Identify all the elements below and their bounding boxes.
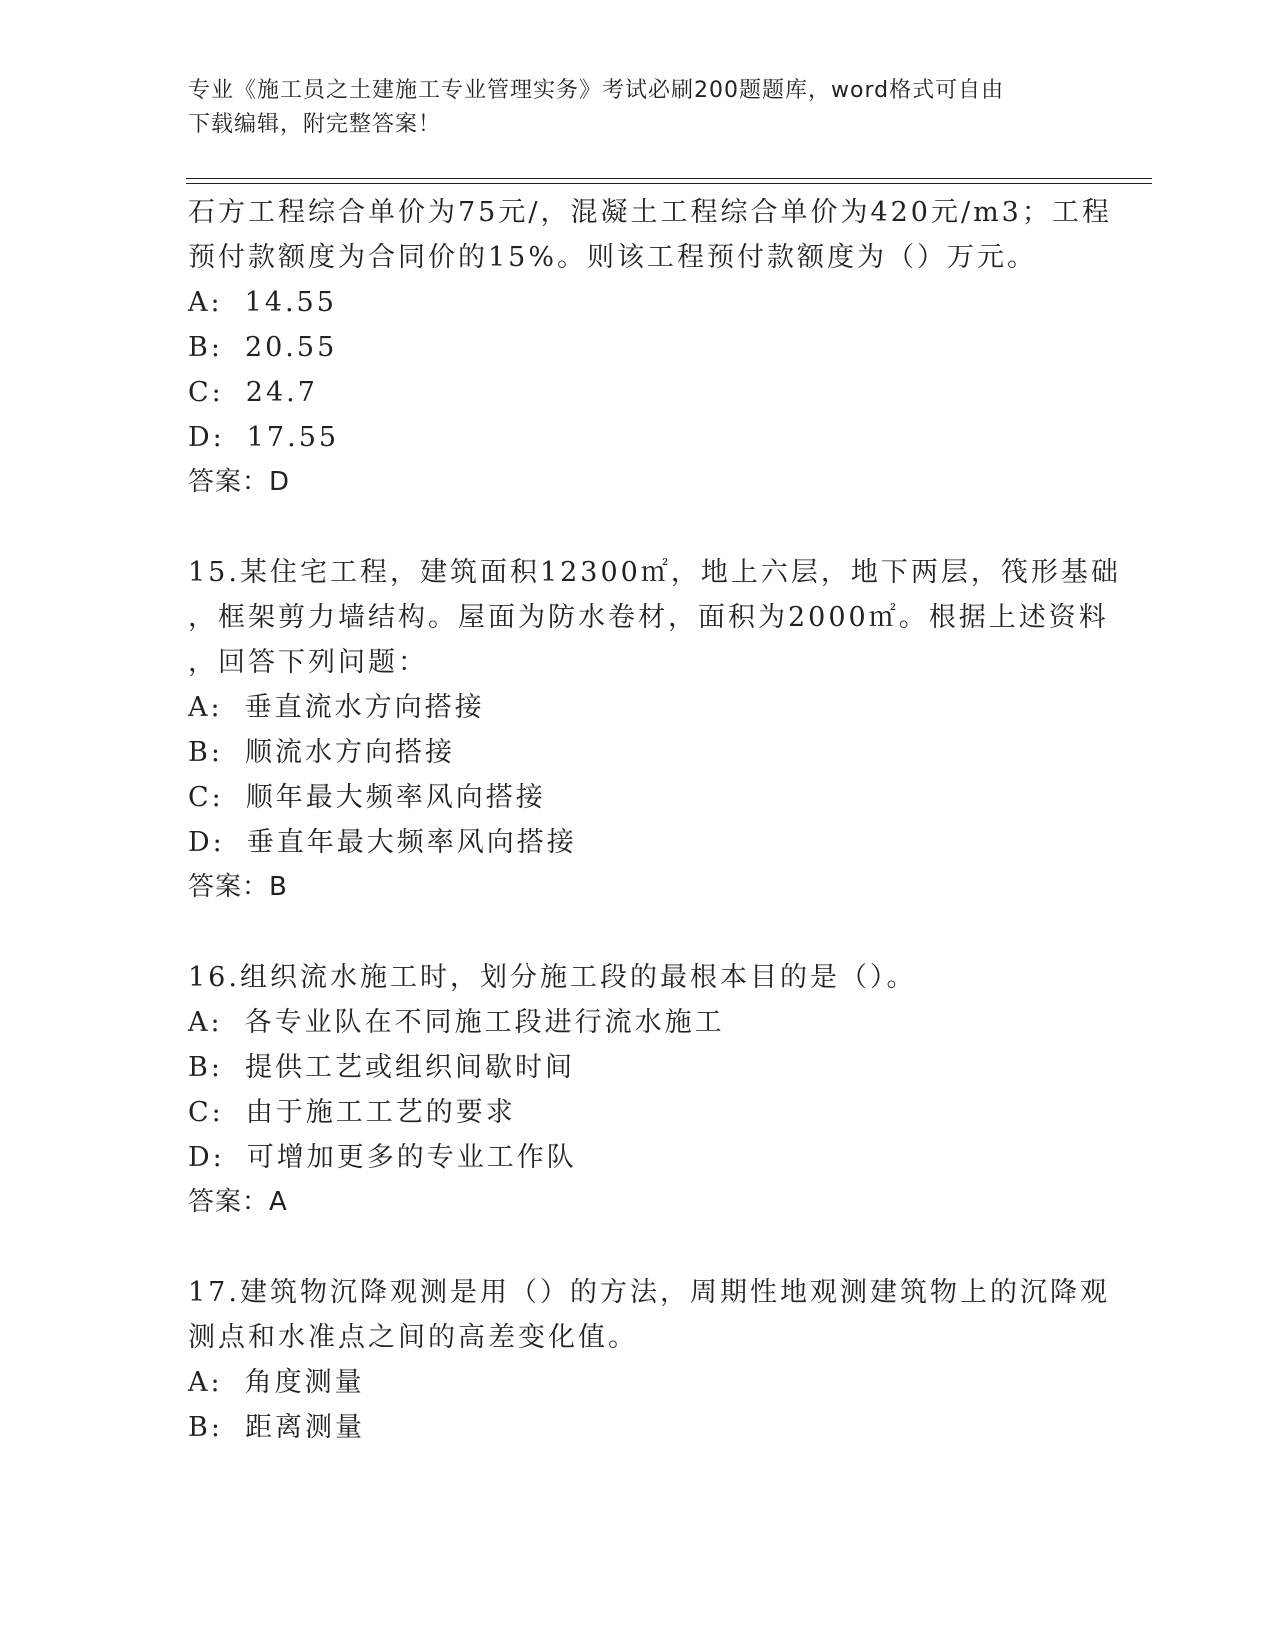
option-text: 垂直年最大频率风向搭接 [246,827,577,858]
option-text: 可增加更多的专业工作队 [246,1142,577,1173]
question-text-line: 16.组织流水施工时，划分施工段的最根本目的是（）。 [188,962,917,993]
question-17 [188,1270,1110,1450]
option-b [188,325,1088,370]
answer-line: 答案：A [188,1187,288,1217]
option-text: 距离测量 [244,1412,365,1443]
question-15 [188,550,1121,910]
option-text: 顺流水方向搭接 [244,737,455,768]
question-text-line: ，回答下列问题： [188,647,428,678]
question-text-line: 15.某住宅工程，建筑面积12300㎡，地上六层，地下两层，筏形基础 [188,557,1121,588]
answer-line: 答案：D [188,467,291,497]
option-a [188,685,1088,730]
answer-line: 答案：B [188,872,288,902]
option-key: C: [188,377,224,408]
spacer [188,910,1088,955]
question-text-line: 测点和水准点之间的高差变化值。 [188,1322,638,1353]
question-text-line: 石方工程综合单价为75元/，混凝土工程综合单价为420元/m3；工程 [188,197,1112,228]
header-divider-top [186,178,1152,179]
option-key: D: [188,827,225,858]
question-text-line: 17.建筑物沉降观测是用（）的方法，周期性地观测建筑物上的沉降观 [188,1277,1110,1308]
option-key: B: [188,737,223,768]
option-text: 由于施工工艺的要求 [245,1097,516,1128]
header-line-1: 专业《施工员之土建施工专业管理实务》考试必刷200题题库，word格式可自由 [188,78,1005,103]
question-text-line: ，框架剪力墙结构。屋面为防水卷材，面积为2000㎡。根据上述资料 [188,602,1109,633]
option-c [188,775,1088,820]
option-text: 17.55 [246,422,340,453]
question-text-line: 预付款额度为合同价的15%。则该工程预付款额度为（）万元。 [188,242,1038,273]
option-text: 14.55 [244,287,337,318]
option-text: 顺年最大频率风向搭接 [245,782,546,813]
option-text: 20.55 [244,332,338,363]
question-16 [188,955,1088,1225]
option-c [188,370,1088,415]
option-c [188,1090,1088,1135]
question-14 [188,190,1112,505]
option-key: A: [188,1367,223,1398]
option-key: D: [188,422,225,453]
option-key: D: [188,1142,225,1173]
option-d [188,415,1088,460]
option-a [188,1360,1088,1405]
option-text: 角度测量 [244,1367,365,1398]
header-divider-bottom [186,183,1152,184]
option-key: B: [188,1052,223,1083]
option-text: 垂直流水方向搭接 [244,692,485,723]
option-a [188,1000,1088,1045]
option-text: 24.7 [245,377,318,408]
document-header [188,74,1068,142]
option-key: B: [188,1412,223,1443]
spacer [188,1225,1088,1270]
option-b [188,730,1088,775]
question-content [188,190,1121,1450]
option-key: B: [188,332,223,363]
spacer [188,505,1088,550]
option-b [188,1405,1088,1450]
option-key: A: [188,692,223,723]
option-text: 各专业队在不同施工段进行流水施工 [244,1007,725,1038]
option-b [188,1045,1088,1090]
option-key: C: [188,782,224,813]
option-key: C: [188,1097,224,1128]
option-text: 提供工艺或组织间歇时间 [244,1052,575,1083]
option-key: A: [188,287,223,318]
option-d [188,1135,1088,1180]
option-key: A: [188,1007,223,1038]
option-a [188,280,1088,325]
header-line-2: 下载编辑，附完整答案！ [188,112,442,137]
option-d [188,820,1088,865]
